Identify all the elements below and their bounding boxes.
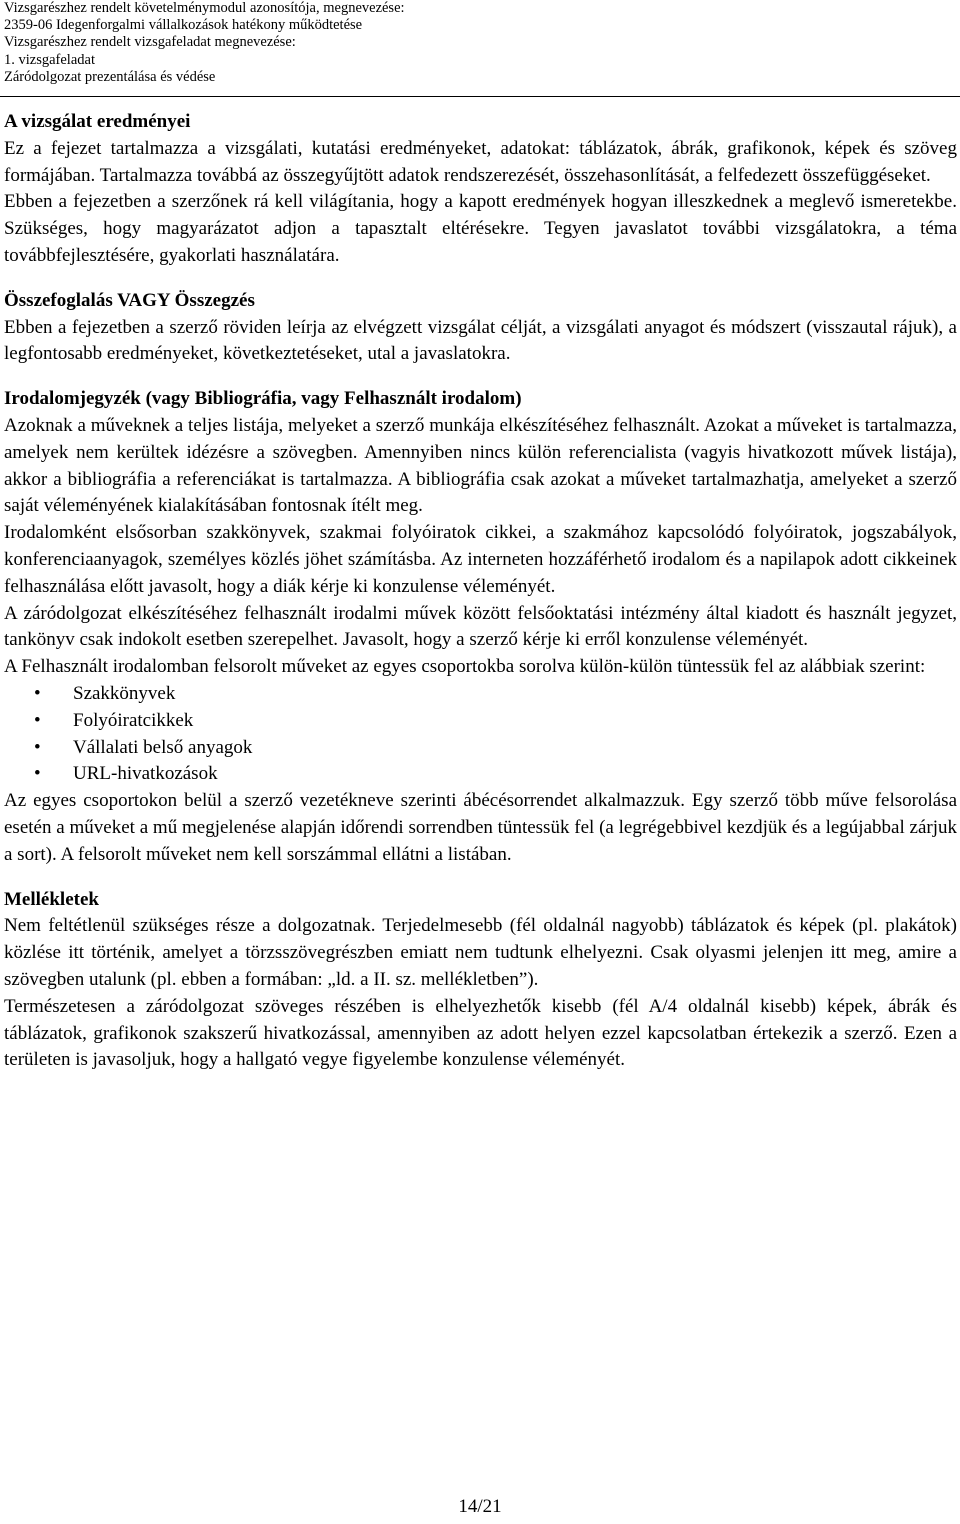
summary-heading: Összefoglalás VAGY Összegzés: [4, 289, 255, 311]
results-heading: A vizsgálat eredményei: [4, 111, 191, 132]
appendices-heading: Mellékletek: [4, 888, 99, 910]
bibliography-paragraph: Azoknak a műveknek a teljes listája, melyeket a szerző munkája elkészítéséhez felhasznált. Azokat a műveket is tartalmazza, amelyek nem kerültek idézésre a szövegben. Amennyiben nincs külön referencialista (vagyis hivatkozott művek listája), akkor a bibliográfia a referenciákat is tartalmazza. A bibliográfia csak azokat a műveket tartalmazhatja, amelyeket a szerző saját véleményének kialakításában fontosnak ítélt meg.: [4, 414, 957, 517]
header-divider: [0, 96, 960, 97]
section-gap: [4, 368, 957, 386]
list-item: • URL-hivatkozások: [4, 761, 957, 788]
section-gap: [4, 869, 957, 887]
document-body: [4, 109, 957, 1074]
bibliography-paragraph: A Felhasznált irodalomban felsorolt műveket az egyes csoportokba sorolva külön-külön tüntessük fel az alábbiak szerint:: [4, 656, 926, 678]
bibliography-paragraph: Az egyes csoportokon belül a szerző vezetékneve szerinti ábécésorrendet alkalmazzuk. Egy szerző több műve felsorolása esetén a műveket a mű megjelenése alapján időrendi sorrendben tüntessük fel (a legrégebbivel kezdjük és a legújabbal zárjuk a sort). A felsorolt műveket nem kell sorszámmal ellátni a listában.: [4, 790, 957, 865]
header-line: 2359-06 Idegenforgalmi vállalkozások hatékony működtetése: [4, 17, 363, 34]
page-header: [4, 0, 405, 86]
header-line: 1. vizsgafeladat: [4, 51, 95, 68]
bibliography-paragraph: A záródolgozat elkészítéséhez felhasznált irodalmi művek között felsőoktatási intézmény által kiadott és használt jegyzet, tankönyv csak indokolt esetben szerepelhet. Javasolt, hogy a szerző kérje ki erről konzulense véleményét.: [4, 602, 957, 651]
header-line: Vizsgarészhez rendelt vizsgafeladat megnevezése:: [4, 34, 296, 51]
list-item: • Szakkönyvek: [4, 681, 957, 708]
section-gap: [4, 270, 957, 288]
header-line: Vizsgarészhez rendelt követelménymodul azonosítója, megnevezése:: [4, 0, 405, 16]
appendices-paragraph: Természetesen a záródolgozat szöveges részében is elhelyezhetők kisebb (fél A/4 oldalnál kisebb) képek, ábrák és táblázatok, grafikonok szakszerű hivatkozással, amennyiben az adott helyen ezzel kapcsolatban értekezik a szerző. Ezen a területen is javasoljuk, hogy a hallgató vegye figyelembe konzulense véleményét.: [4, 995, 957, 1071]
bibliography-groups-list: [4, 681, 957, 788]
results-paragraph: Ebben a fejezetben a szerzőnek rá kell világítania, hogy a kapott eredmények hogyan illeszkednek a meglevő ismeretekbe. Szükséges, hogy magyarázatot adjon a tapasztalt eltérésekre. Tegyen javaslatot további vizsgálatokra, a téma továbbfejlesztésére, gyakorlati használatára.: [4, 191, 957, 266]
appendices-paragraph: Nem feltétlenül szükséges része a dolgozatnak. Terjedelmesebb (fél oldalnál nagyobb) táblázatok és képek (pl. plakátok) közlése itt történik, amelyet a törzsszövegrészben emiatt nem tudtunk elhelyezni. Csak olyasmi jelenjen itt meg, amire a szövegben utalunk (pl. ebben a formában: „ld. a II. sz. mellékletben”).: [4, 915, 957, 990]
header-line: Záródolgozat prezentálása és védése: [4, 68, 216, 85]
list-item: • Vállalati belső anyagok: [4, 735, 957, 762]
bibliography-paragraph: Irodalomként elsősorban szakkönyvek, szakmai folyóiratok cikkei, a szakmához kapcsolódó folyóiratok, jogszabályok, konferenciaanyagok, személyes közlés jöhet számításba. Az interneten hozzáférhető irodalom és a napilapok adott cikkeinek felhasználása előtt javasolt, hogy a diák kérje ki konzulense véleményét.: [4, 522, 957, 597]
list-item: • Folyóiratcikkek: [4, 708, 957, 735]
bibliography-heading: Irodalomjegyzék (vagy Bibliográfia, vagy Felhasznált irodalom): [4, 388, 522, 410]
summary-paragraph: Ebben a fejezetben a szerző röviden leírja az elvégzett vizsgálat célját, a vizsgálati anyagot és módszert (visszautal rájuk), a legfontosabb eredményeket, következtetéseket, utal a javaslatokra.: [4, 316, 957, 365]
page-number: 14/21: [458, 1496, 502, 1517]
results-paragraph: Ez a fejezet tartalmazza a vizsgálati, kutatási eredményeket, adatokat: táblázatok, ábrák, grafikonok, képek és szöveg formájában. Tartalmazza továbbá az összegyűjtött adatok rendszerezését, összehasonlítását, a felfedezett összefüggéseket.: [4, 137, 957, 186]
